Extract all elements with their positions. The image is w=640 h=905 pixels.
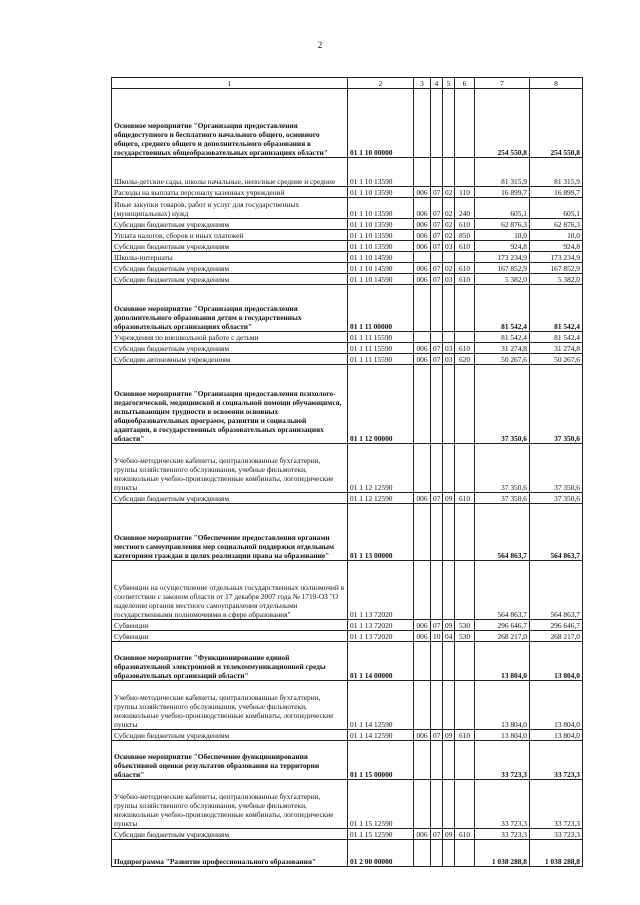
row-name: Субсидии бюджетным учреждениям [112, 241, 348, 252]
row-value-col8: 605,1 [530, 198, 583, 219]
row-value-col7: 5 382,0 [475, 274, 530, 285]
row-name: Основное мероприятие "Организация предоставления психолого-педагогической, медицинской и социальной помощи обучающимся, испытывающим трудности в освоении основных общеобразовательных программ, развитии и социальной адаптации, в государственных образовательных организациях области" [112, 365, 348, 444]
row-value-col7: 13 804,0 [475, 730, 530, 741]
row-code: 01 1 14 00000 [348, 642, 414, 681]
row-value-col7: 13 804,0 [475, 681, 530, 730]
table-row [112, 829, 583, 840]
table-row [112, 89, 583, 158]
row-subsection-code: 09 [443, 493, 455, 504]
row-section-code: 07 [431, 354, 443, 365]
row-name: Субсидии бюджетным учреждениям [112, 730, 348, 741]
row-code: 01 1 15 12590 [348, 829, 414, 840]
table-row [112, 631, 583, 642]
row-subsection-code [443, 285, 455, 332]
row-expense-type [455, 252, 475, 263]
row-subsection-code: 03 [443, 354, 455, 365]
row-name: Субсидии бюджетным учреждениям [112, 263, 348, 274]
row-subsection-code [443, 681, 455, 730]
row-expense-type [455, 741, 475, 780]
row-code: 01 1 14 12590 [348, 681, 414, 730]
row-ministry-code: 006 [414, 241, 431, 252]
row-ministry-code: 006 [414, 620, 431, 631]
row-name: Школы-интернаты [112, 252, 348, 263]
row-name: Основное мероприятие "Обеспечение предоставления органами местного самоуправления мер социальной поддержки отдельным категориям граждан в целях реализации права на образование" [112, 504, 348, 561]
table-row [112, 504, 583, 561]
row-ministry-code [414, 840, 431, 867]
row-subsection-code [443, 642, 455, 681]
table-row [112, 620, 583, 631]
row-subsection-code: 02 [443, 230, 455, 241]
row-value-col7: 254 550,8 [475, 89, 530, 158]
row-name: Расходы на выплаты персоналу казенных учреждений [112, 187, 348, 198]
row-value-col7: 31 274,8 [475, 343, 530, 354]
row-value-col8: 81 315,9 [530, 158, 583, 187]
row-expense-type [455, 365, 475, 444]
row-ministry-code: 006 [414, 354, 431, 365]
row-ministry-code [414, 780, 431, 829]
column-header: 5 [443, 78, 455, 89]
row-name: Подпрограмма "Развитие профессионального образования" [112, 840, 348, 867]
row-code: 01 1 10 13590 [348, 219, 414, 230]
row-value-col7: 81 315,9 [475, 158, 530, 187]
row-value-col7: 37 350,6 [475, 493, 530, 504]
table-row [112, 840, 583, 867]
table-row [112, 780, 583, 829]
row-section-code: 07 [431, 620, 443, 631]
row-value-col8: 268 217,0 [530, 631, 583, 642]
row-code: 01 1 10 14590 [348, 274, 414, 285]
row-value-col7: 13 804,0 [475, 642, 530, 681]
row-section-code [431, 504, 443, 561]
row-code: 01 1 13 00000 [348, 504, 414, 561]
row-value-col8: 1 038 288,8 [530, 840, 583, 867]
table-row [112, 332, 583, 343]
row-subsection-code: 02 [443, 198, 455, 219]
row-code: 01 1 10 13590 [348, 241, 414, 252]
row-section-code: 07 [431, 343, 443, 354]
row-code: 01 1 13 72020 [348, 620, 414, 631]
row-expense-type [455, 561, 475, 620]
row-name: Субсидии бюджетным учреждениям [112, 493, 348, 504]
row-value-col8: 254 550,8 [530, 89, 583, 158]
row-value-col8: 16 899,7 [530, 187, 583, 198]
row-section-code [431, 840, 443, 867]
row-ministry-code [414, 252, 431, 263]
row-expense-type: 610 [455, 219, 475, 230]
row-value-col7: 1 038 288,8 [475, 840, 530, 867]
row-value-col7: 173 234,9 [475, 252, 530, 263]
row-value-col8: 37 350,6 [530, 365, 583, 444]
row-section-code: 10 [431, 631, 443, 642]
row-value-col8: 33 723,3 [530, 741, 583, 780]
row-code: 01 1 13 72020 [348, 561, 414, 620]
row-value-col8: 13 804,0 [530, 681, 583, 730]
column-header: 4 [431, 78, 443, 89]
row-value-col7: 564 863,7 [475, 504, 530, 561]
row-code: 01 1 10 13590 [348, 230, 414, 241]
row-expense-type: 610 [455, 493, 475, 504]
row-value-col8: 31 274,8 [530, 343, 583, 354]
row-section-code: 07 [431, 241, 443, 252]
row-code: 01 1 10 00000 [348, 89, 414, 158]
row-value-col8: 924,8 [530, 241, 583, 252]
row-value-col7: 37 350,6 [475, 365, 530, 444]
table-row [112, 681, 583, 730]
table-row [112, 354, 583, 365]
table-row [112, 241, 583, 252]
table-row [112, 642, 583, 681]
row-section-code: 07 [431, 730, 443, 741]
row-subsection-code [443, 365, 455, 444]
row-value-col8: 564 863,7 [530, 561, 583, 620]
row-name: Иные закупки товаров, работ и услуг для государственных (муниципальных) нужд [112, 198, 348, 219]
row-code: 01 1 10 13590 [348, 198, 414, 219]
row-value-col7: 62 876,3 [475, 219, 530, 230]
row-name: Уплата налогов, сборов и иных платежей [112, 230, 348, 241]
row-subsection-code [443, 444, 455, 493]
row-subsection-code [443, 332, 455, 343]
row-value-col7: 167 852,9 [475, 263, 530, 274]
row-value-col7: 33 723,3 [475, 829, 530, 840]
row-ministry-code: 006 [414, 187, 431, 198]
row-section-code: 07 [431, 198, 443, 219]
row-value-col7: 564 863,7 [475, 561, 530, 620]
table-row [112, 274, 583, 285]
row-value-col8: 564 863,7 [530, 504, 583, 561]
row-ministry-code [414, 365, 431, 444]
row-subsection-code: 03 [443, 241, 455, 252]
row-value-col8: 10,0 [530, 230, 583, 241]
row-section-code [431, 252, 443, 263]
row-value-col7: 605,1 [475, 198, 530, 219]
row-expense-type: 610 [455, 274, 475, 285]
row-expense-type [455, 285, 475, 332]
table-row [112, 444, 583, 493]
row-code: 01 1 15 12590 [348, 780, 414, 829]
row-value-col8: 167 852,9 [530, 263, 583, 274]
row-expense-type [455, 158, 475, 187]
row-ministry-code [414, 285, 431, 332]
row-subsection-code: 09 [443, 730, 455, 741]
column-header: 8 [530, 78, 583, 89]
row-expense-type [455, 840, 475, 867]
row-name: Субсидии автономным учреждениям [112, 354, 348, 365]
row-subsection-code: 03 [443, 343, 455, 354]
row-name: Основное мероприятие "Обеспечение функционирования объективной оценки результатов образования на территории области" [112, 741, 348, 780]
row-value-col7: 16 899,7 [475, 187, 530, 198]
row-ministry-code: 006 [414, 493, 431, 504]
table-row [112, 365, 583, 444]
row-expense-type [455, 780, 475, 829]
row-name: Учебно-методические кабинеты, централизованные бухгалтерии, группы хозяйственного обслуживания, учебные фильмотеки, межшкольные учебно-производственные комбинаты, логопедические пункты [112, 681, 348, 730]
row-ministry-code [414, 444, 431, 493]
row-ministry-code [414, 561, 431, 620]
row-value-col8: 50 267,6 [530, 354, 583, 365]
row-subsection-code [443, 561, 455, 620]
row-code: 01 1 14 12590 [348, 730, 414, 741]
row-value-col7: 50 267,6 [475, 354, 530, 365]
table-row [112, 285, 583, 332]
budget-table [111, 77, 583, 867]
row-section-code [431, 444, 443, 493]
row-value-col8: 5 382,0 [530, 274, 583, 285]
row-name: Субсидии бюджетным учреждениям [112, 274, 348, 285]
row-expense-type: 620 [455, 354, 475, 365]
row-section-code: 07 [431, 187, 443, 198]
row-ministry-code: 006 [414, 829, 431, 840]
row-section-code [431, 89, 443, 158]
row-code: 01 1 10 13590 [348, 158, 414, 187]
row-subsection-code: 02 [443, 219, 455, 230]
row-section-code: 07 [431, 493, 443, 504]
row-code: 01 1 12 12590 [348, 444, 414, 493]
row-section-code [431, 365, 443, 444]
table-row [112, 263, 583, 274]
row-code: 01 1 11 15590 [348, 332, 414, 343]
row-code: 01 1 11 15590 [348, 354, 414, 365]
row-value-col7: 81 542,4 [475, 332, 530, 343]
row-subsection-code [443, 504, 455, 561]
row-expense-type [455, 681, 475, 730]
row-value-col8: 13 804,0 [530, 642, 583, 681]
row-value-col7: 924,8 [475, 241, 530, 252]
row-section-code [431, 642, 443, 681]
row-subsection-code [443, 89, 455, 158]
row-ministry-code [414, 89, 431, 158]
row-section-code [431, 158, 443, 187]
row-code: 01 1 12 12590 [348, 493, 414, 504]
row-section-code: 07 [431, 230, 443, 241]
row-ministry-code [414, 332, 431, 343]
row-value-col8: 13 804,0 [530, 730, 583, 741]
row-name: Учреждения по внешкольной работе с детьми [112, 332, 348, 343]
table-header-row [112, 78, 583, 89]
row-value-col8: 81 542,4 [530, 285, 583, 332]
row-value-col8: 173 234,9 [530, 252, 583, 263]
row-value-col7: 296 646,7 [475, 620, 530, 631]
row-code: 01 1 12 00000 [348, 365, 414, 444]
row-code: 01 1 10 13590 [348, 187, 414, 198]
row-section-code [431, 681, 443, 730]
row-code: 01 1 11 00000 [348, 285, 414, 332]
row-code: 01 1 10 14590 [348, 263, 414, 274]
row-section-code: 07 [431, 219, 443, 230]
row-section-code [431, 741, 443, 780]
row-expense-type: 530 [455, 631, 475, 642]
row-ministry-code [414, 158, 431, 187]
row-name: Основное мероприятие "Организация предоставления дополнительного образования детям в государственных образовательных организациях области" [112, 285, 348, 332]
row-value-col7: 81 542,4 [475, 285, 530, 332]
row-section-code [431, 780, 443, 829]
table-row [112, 230, 583, 241]
row-ministry-code: 006 [414, 343, 431, 354]
table-row [112, 343, 583, 354]
table-row [112, 252, 583, 263]
row-subsection-code [443, 252, 455, 263]
page-number: 2 [317, 40, 323, 50]
row-expense-type: 610 [455, 263, 475, 274]
row-section-code [431, 561, 443, 620]
row-value-col7: 37 350,6 [475, 444, 530, 493]
column-header: 6 [455, 78, 475, 89]
row-expense-type: 610 [455, 241, 475, 252]
row-section-code: 07 [431, 274, 443, 285]
column-header: 3 [414, 78, 431, 89]
row-name: Учебно-методические кабинеты, централизованные бухгалтерии, группы хозяйственного обслуживания, учебные фильмотеки, межшкольные учебно-производственные комбинаты, логопедические пункты [112, 444, 348, 493]
row-value-col8: 37 350,6 [530, 444, 583, 493]
row-name: Субвенции [112, 620, 348, 631]
row-value-col8: 33 723,3 [530, 829, 583, 840]
row-ministry-code: 006 [414, 274, 431, 285]
row-expense-type [455, 504, 475, 561]
row-subsection-code: 02 [443, 263, 455, 274]
row-value-col8: 81 542,4 [530, 332, 583, 343]
row-subsection-code [443, 840, 455, 867]
row-value-col8: 33 723,3 [530, 780, 583, 829]
column-header: 2 [348, 78, 414, 89]
row-value-col8: 37 350,6 [530, 493, 583, 504]
row-subsection-code [443, 741, 455, 780]
table-row [112, 219, 583, 230]
row-ministry-code: 006 [414, 230, 431, 241]
row-ministry-code [414, 741, 431, 780]
table-row [112, 730, 583, 741]
row-ministry-code [414, 642, 431, 681]
row-subsection-code: 04 [443, 631, 455, 642]
row-code: 01 1 10 14590 [348, 252, 414, 263]
table-row [112, 741, 583, 780]
row-expense-type: 110 [455, 187, 475, 198]
row-name: Школы-детские сады, школы начальные, неполные средние и средние [112, 158, 348, 187]
row-value-col7: 33 723,3 [475, 741, 530, 780]
row-section-code: 07 [431, 829, 443, 840]
row-expense-type: 240 [455, 198, 475, 219]
row-expense-type: 610 [455, 730, 475, 741]
column-header: 1 [112, 78, 348, 89]
row-ministry-code: 006 [414, 198, 431, 219]
row-subsection-code: 09 [443, 829, 455, 840]
row-name: Учебно-методические кабинеты, централизованные бухгалтерии, группы хозяйственного обслуживания, учебные фильмотеки, межшкольные учебно-производственные комбинаты, логопедические пункты [112, 780, 348, 829]
row-name: Субвенции на осуществление отдельных государственных полномочий в соответствии с законом области от 17 декабря 2007 года № 1719-ОЗ "О наделении органов местного самоуправления отдельными государственными полномочиями в сфере образования" [112, 561, 348, 620]
row-value-col7: 268 217,0 [475, 631, 530, 642]
row-section-code [431, 332, 443, 343]
row-value-col7: 10,0 [475, 230, 530, 241]
row-expense-type [455, 332, 475, 343]
row-expense-type: 850 [455, 230, 475, 241]
row-name: Субвенции [112, 631, 348, 642]
row-expense-type: 530 [455, 620, 475, 631]
row-name: Субсидии бюджетным учреждениям [112, 219, 348, 230]
row-subsection-code: 09 [443, 620, 455, 631]
row-subsection-code [443, 780, 455, 829]
column-header: 7 [475, 78, 530, 89]
row-value-col8: 62 876,3 [530, 219, 583, 230]
row-expense-type: 610 [455, 343, 475, 354]
row-ministry-code: 006 [414, 631, 431, 642]
row-expense-type [455, 89, 475, 158]
row-expense-type: 610 [455, 829, 475, 840]
row-ministry-code: 006 [414, 219, 431, 230]
row-section-code [431, 285, 443, 332]
row-name: Основное мероприятие "Функционирование единой образовательной электронной и телекоммуникационной среды образовательных организаций области" [112, 642, 348, 681]
table-row [112, 493, 583, 504]
row-expense-type [455, 642, 475, 681]
row-name: Основное мероприятие "Организация предоставления общедоступного и бесплатного начального общего, основного общего, среднего общего и дополнительного образования в государственных общеобразовательных организациях области" [112, 89, 348, 158]
row-name: Субсидии бюджетным учреждениям [112, 343, 348, 354]
row-expense-type [455, 444, 475, 493]
row-ministry-code [414, 681, 431, 730]
table-row [112, 561, 583, 620]
row-subsection-code: 02 [443, 187, 455, 198]
row-name: Субсидии бюджетным учреждениям [112, 829, 348, 840]
table-row [112, 187, 583, 198]
row-code: 01 2 00 00000 [348, 840, 414, 867]
row-ministry-code: 006 [414, 730, 431, 741]
row-value-col7: 33 723,3 [475, 780, 530, 829]
row-ministry-code: 006 [414, 263, 431, 274]
row-code: 01 1 15 00000 [348, 741, 414, 780]
row-code: 01 1 11 15590 [348, 343, 414, 354]
table-row [112, 198, 583, 219]
row-code: 01 1 13 72020 [348, 631, 414, 642]
row-subsection-code [443, 158, 455, 187]
table-row [112, 158, 583, 187]
row-value-col8: 296 646,7 [530, 620, 583, 631]
row-section-code: 07 [431, 263, 443, 274]
row-ministry-code [414, 504, 431, 561]
row-subsection-code: 03 [443, 274, 455, 285]
